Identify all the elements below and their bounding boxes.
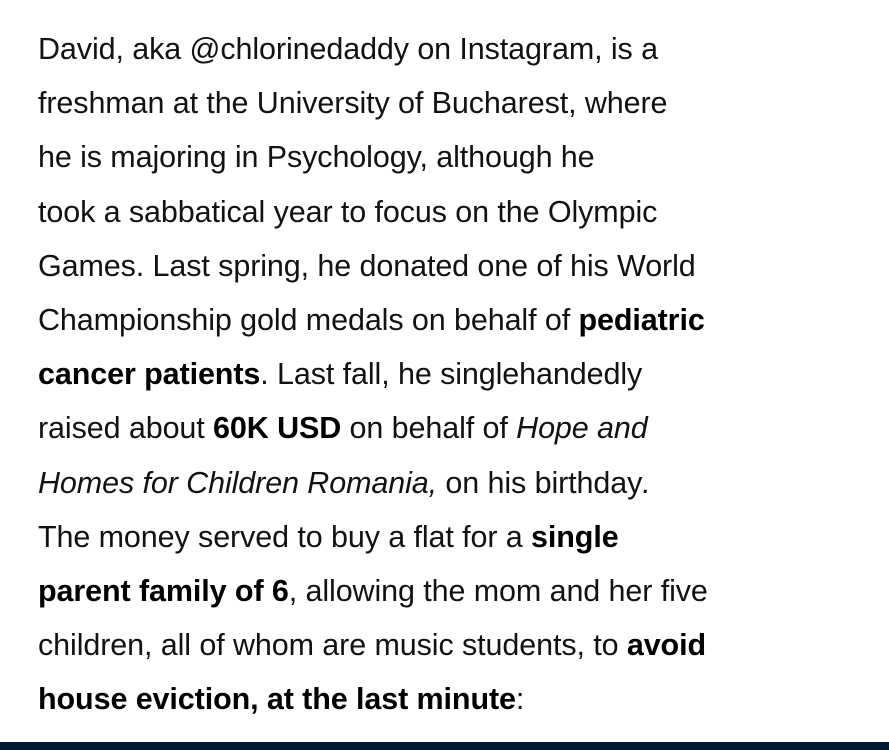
bottom-bar — [0, 742, 889, 750]
text-line — [38, 510, 868, 564]
italic-text-run: Homes for Children Romania, — [38, 465, 438, 500]
text-run: Games. Last spring, he donated one of his World — [38, 248, 696, 283]
text-run: . Last fall, he singlehandedly — [260, 357, 643, 392]
bold-text-run: cancer patients — [38, 357, 261, 392]
text-line — [38, 185, 868, 239]
italic-text-run: Hope and — [516, 411, 648, 446]
text-run: : — [515, 682, 525, 717]
text-line — [38, 22, 868, 76]
text-run: David, aka @chlorinedaddy on Instagram, is a — [38, 32, 658, 66]
text-run: raised about — [38, 411, 214, 446]
text-line — [38, 672, 868, 726]
text-run: children, all of whom are music students, to — [38, 628, 627, 663]
text-run: took a sabbatical year to focus on the Olympic — [38, 194, 658, 229]
text-line — [38, 347, 868, 401]
text-run: on behalf of — [341, 411, 517, 446]
text-run: he is majoring in Psychology, although he — [38, 140, 595, 175]
text-line — [38, 564, 868, 618]
text-line — [38, 239, 868, 293]
text-line — [38, 76, 868, 130]
post-body-text — [38, 22, 868, 727]
text-run: freshman at the University of Bucharest, where — [38, 86, 668, 121]
text-line — [38, 618, 868, 672]
text-run: Championship gold medals on behalf of — [38, 303, 579, 338]
text-run: on his birthday — [437, 465, 643, 500]
bold-text-run: avoid — [626, 628, 706, 663]
text-line — [38, 130, 868, 184]
italic-text-run: . — [642, 465, 651, 500]
bold-text-run: 60K USD — [213, 411, 342, 446]
text-line — [38, 456, 868, 510]
text-line — [38, 293, 868, 347]
text-run: , allowing the mom and her five — [288, 574, 708, 609]
bold-text-run: parent family of 6 — [38, 574, 289, 609]
bold-text-run: pediatric — [578, 303, 705, 338]
bold-text-run: single — [531, 519, 619, 554]
text-line — [38, 401, 868, 455]
bold-text-run: house eviction, at the last minute — [38, 682, 516, 717]
text-run: The money served to buy a flat for a — [38, 519, 532, 554]
